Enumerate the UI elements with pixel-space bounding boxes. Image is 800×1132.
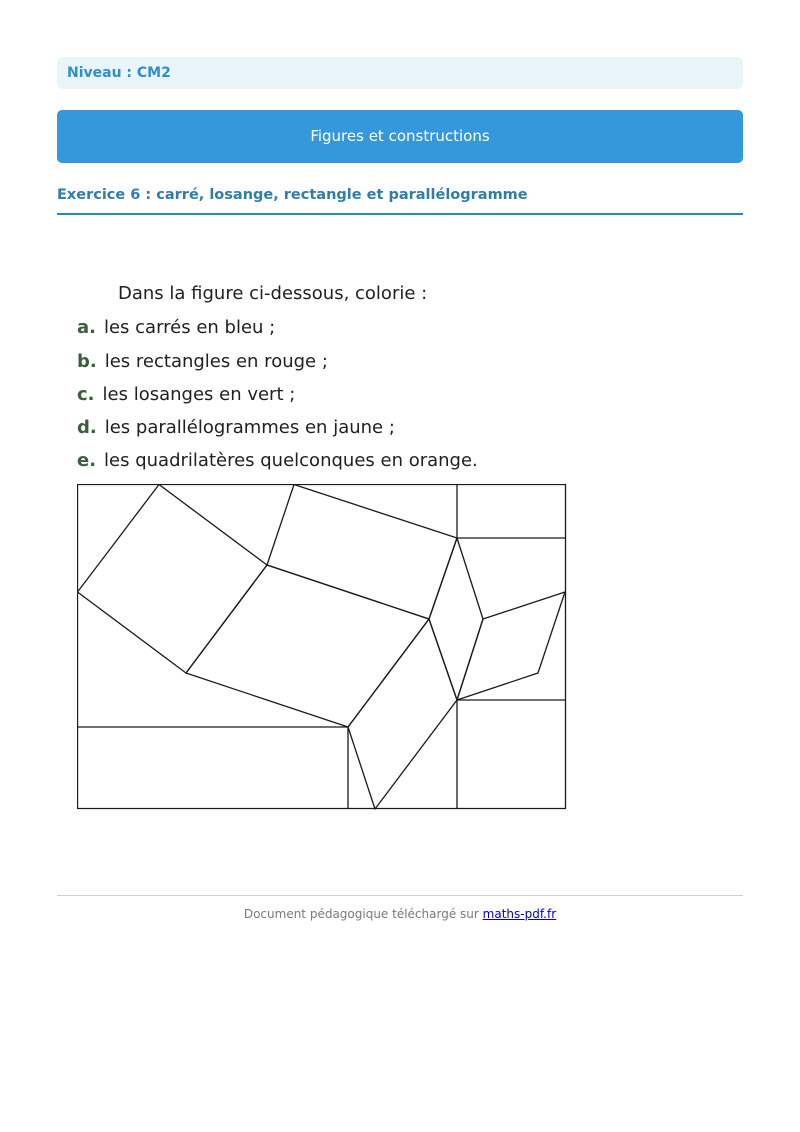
item-letter: a. <box>77 317 96 338</box>
item-text: les rectangles en rouge ; <box>104 351 328 372</box>
footer-link[interactable]: maths-pdf.fr <box>482 907 557 921</box>
parallelogram-shape <box>267 485 457 620</box>
quadrilateral-shape <box>348 619 457 809</box>
irregular-quadrilateral-shape <box>457 592 565 700</box>
page-title-banner: Figures et constructions <box>57 110 743 163</box>
instruction-item-d <box>77 417 395 438</box>
quadrilaterals-figure <box>77 484 567 811</box>
item-letter: e. <box>77 450 97 471</box>
instruction-item-c <box>77 384 295 405</box>
item-letter: b. <box>77 351 97 372</box>
item-text: les carrés en bleu ; <box>103 317 276 338</box>
exercise-title: Exercice 6 : carré, losange, rectangle et parallélogramme <box>57 186 743 215</box>
rectangle-shape <box>186 565 429 727</box>
instruction-item-a <box>77 317 275 338</box>
level-label: Niveau : CM2 <box>57 57 743 89</box>
footer-divider <box>57 895 743 896</box>
rhombus-shape <box>429 538 483 700</box>
item-text: les losanges en vert ; <box>102 384 296 405</box>
square-shape <box>78 485 268 674</box>
item-letter: c. <box>77 384 95 405</box>
instructions-intro: Dans la figure ci-dessous, colorie : <box>118 283 428 304</box>
item-text: les quadrilatères quelconques en orange. <box>104 450 478 471</box>
footer-text: Document pédagogique téléchargé sur <box>243 907 479 921</box>
instruction-item-b <box>77 351 328 372</box>
instruction-item-e <box>77 450 478 471</box>
item-letter: d. <box>77 417 97 438</box>
item-text: les parallélogrammes en jaune ; <box>104 417 395 438</box>
footer <box>57 907 743 921</box>
